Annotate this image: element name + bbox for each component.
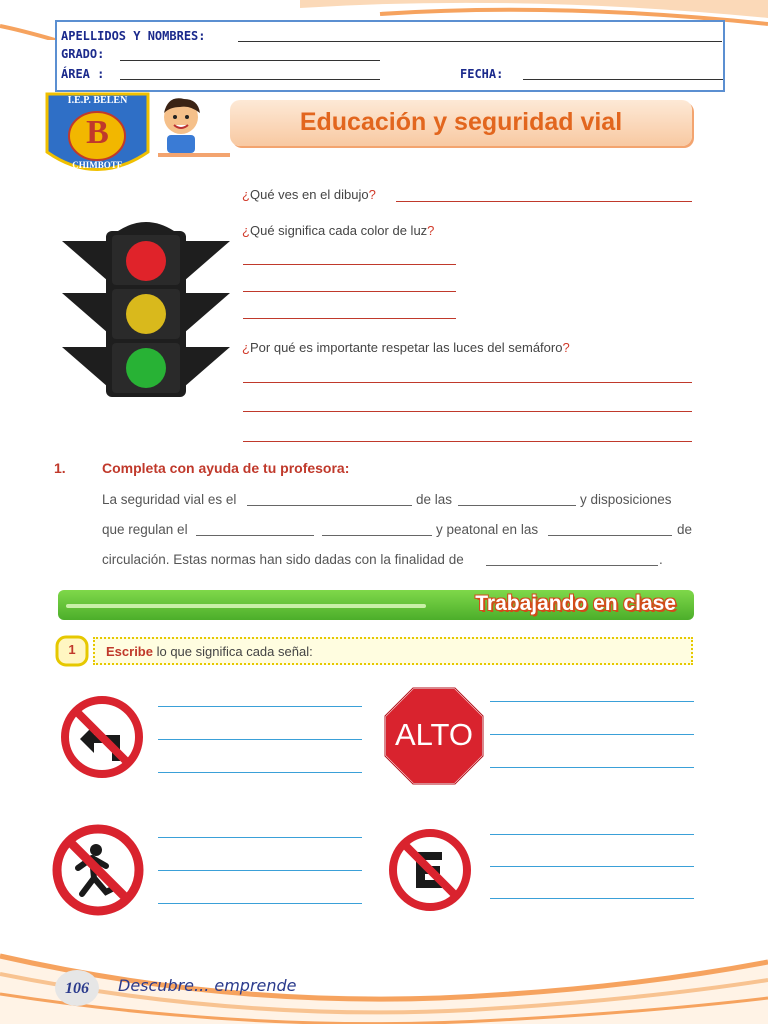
- sign-answer-line[interactable]: [158, 903, 362, 904]
- blank-field[interactable]: [548, 535, 672, 536]
- footer-wave-decoration: [0, 940, 768, 1024]
- paragraph-text: .: [659, 552, 663, 567]
- grado-field[interactable]: [120, 60, 380, 61]
- page-title: Educación y seguridad vial: [299, 108, 623, 136]
- apellidos-field[interactable]: [238, 41, 722, 42]
- traffic-light-icon: [62, 217, 230, 400]
- fecha-field[interactable]: [523, 79, 723, 80]
- sign-answer-line[interactable]: [490, 834, 694, 835]
- answer-line-1[interactable]: [396, 201, 692, 202]
- blank-field[interactable]: [322, 535, 432, 536]
- no-left-turn-sign-icon: [58, 695, 146, 779]
- question-2: ¿Qué significa cada color de luz?: [242, 223, 435, 238]
- bar-highlight: [66, 604, 426, 608]
- sign-answer-line[interactable]: [158, 772, 362, 773]
- paragraph-text: La seguridad vial es el: [102, 492, 237, 507]
- sign-answer-line[interactable]: [490, 898, 694, 899]
- question-1: ¿Qué ves en el dibujo?: [242, 187, 376, 202]
- paragraph-text: y disposiciones: [580, 492, 672, 507]
- answer-line-3c[interactable]: [243, 441, 692, 442]
- boy-character-icon: [150, 95, 230, 157]
- answer-line-2a[interactable]: [243, 264, 456, 265]
- no-parking-sign-icon: [386, 828, 474, 912]
- paragraph-text: que regulan el: [102, 522, 188, 537]
- no-pedestrians-sign-icon: [48, 822, 148, 918]
- page-number: 106: [65, 980, 89, 997]
- blank-field[interactable]: [486, 565, 658, 566]
- answer-line-2b[interactable]: [243, 291, 456, 292]
- sign-answer-line[interactable]: [158, 870, 362, 871]
- paragraph-text: y peatonal en las: [436, 522, 539, 537]
- paragraph-text: de las: [416, 492, 453, 507]
- logo-top-text: I.E.P. BELEN: [67, 95, 128, 106]
- area-field[interactable]: [120, 79, 380, 80]
- blank-field[interactable]: [196, 535, 314, 536]
- answer-line-2c[interactable]: [243, 318, 456, 319]
- item-number: 1: [68, 642, 76, 657]
- paragraph-text: circulación. Estas normas han sido dadas con la finalidad de: [102, 552, 464, 567]
- logo-bottom-text: CHIMBOTE: [72, 160, 123, 170]
- instruction-text: Escribe lo que significa cada señal:: [106, 644, 313, 659]
- question-3: ¿Por qué es importante respetar las luces del semáforo?: [242, 340, 570, 355]
- section-number: 1.: [54, 460, 66, 476]
- fecha-label: FECHA:: [460, 67, 504, 81]
- blank-field[interactable]: [458, 505, 576, 506]
- sign-answer-line[interactable]: [158, 706, 362, 707]
- stop-sign-text: ALTO: [394, 717, 474, 752]
- sign-answer-line[interactable]: [490, 866, 694, 867]
- blank-field[interactable]: [247, 505, 412, 506]
- paragraph-text: de: [677, 522, 693, 537]
- apellidos-label: APELLIDOS Y NOMBRES:: [61, 29, 206, 43]
- sign-answer-line[interactable]: [158, 739, 362, 740]
- sign-answer-line[interactable]: [490, 767, 694, 768]
- sign-answer-line[interactable]: [158, 837, 362, 838]
- section-title: Completa con ayuda de tu profesora:: [102, 460, 350, 476]
- sign-answer-line[interactable]: [490, 701, 694, 702]
- answer-line-3b[interactable]: [243, 411, 692, 412]
- answer-line-3a[interactable]: [243, 382, 692, 383]
- area-label: ÁREA :: [61, 67, 105, 81]
- sign-answer-line[interactable]: [490, 734, 694, 735]
- logo-letter: B: [86, 114, 109, 151]
- class-section-title: Trabajando en clase: [475, 592, 676, 615]
- footer-slogan: Descubre... emprende: [118, 976, 297, 995]
- grado-label: GRADO:: [61, 47, 105, 61]
